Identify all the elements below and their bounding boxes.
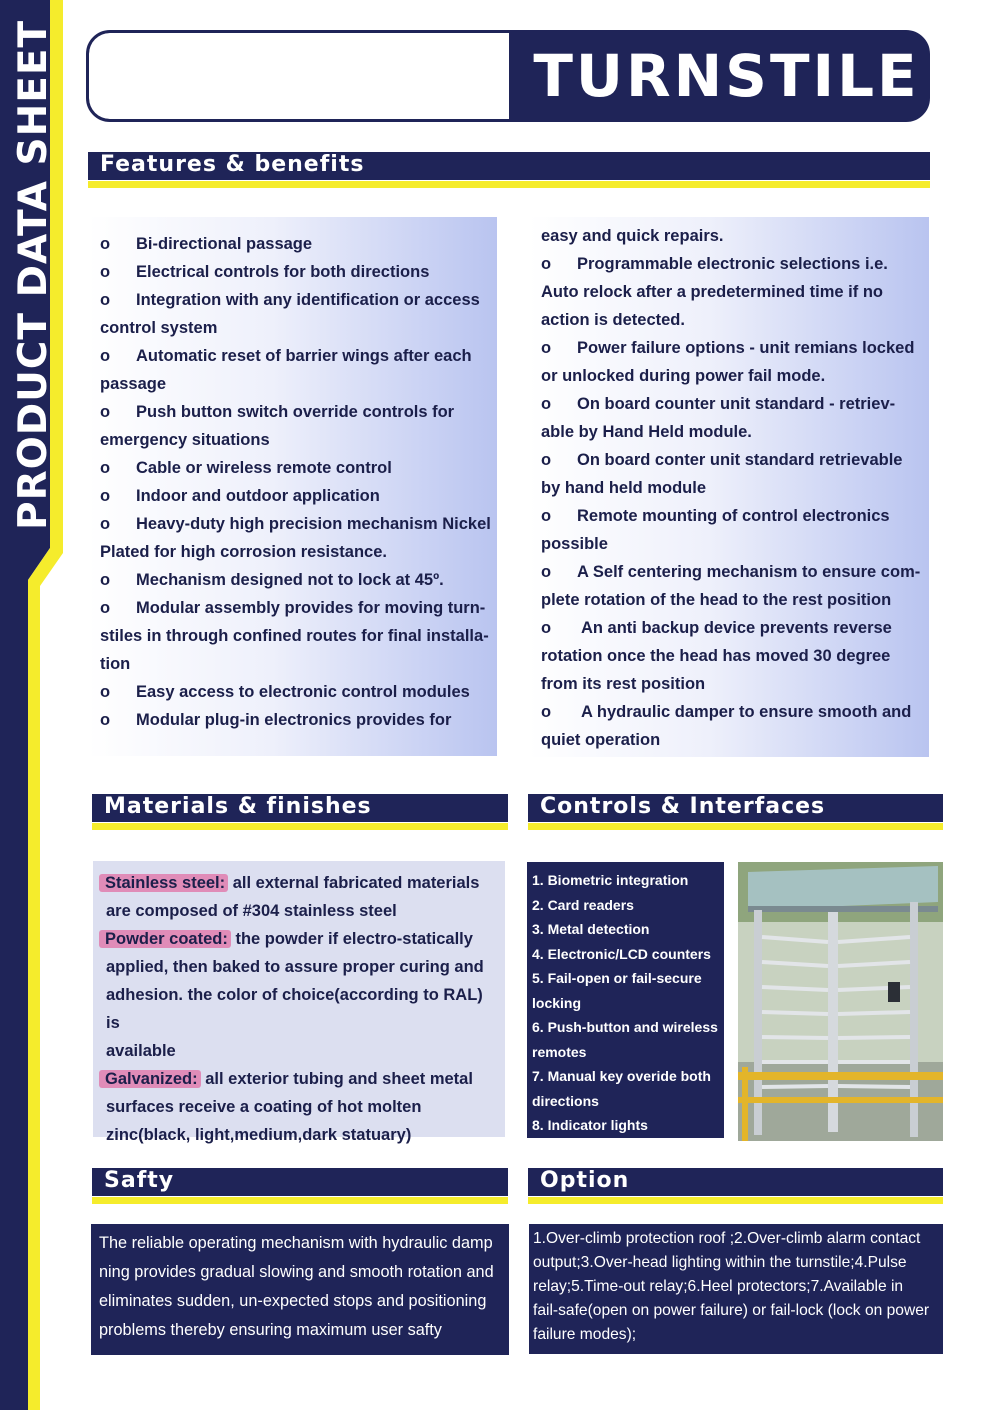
bullet-marker: o [100, 235, 111, 253]
option-text-line: 1.Over-climb protection roof ;2.Over-climb alarm contact [533, 1230, 921, 1247]
control-list-line: 4. Electronic/LCD counters [532, 945, 711, 962]
bullet-marker: o [541, 619, 552, 637]
bullet-marker: o [541, 395, 552, 413]
feature-text: Mechanism designed not to lock at 45º. [136, 571, 444, 589]
materials-heading: Materials & finishes [104, 794, 372, 819]
control-list-line: directions [532, 1092, 599, 1109]
bullet-marker: o [100, 515, 111, 533]
control-list-line: 5. Fail-open or fail-secure [532, 970, 702, 986]
feature-text-continued: from its rest position [541, 675, 706, 693]
bullet-marker: o [541, 339, 552, 357]
safety-heading-bar [92, 1168, 508, 1206]
materials-panel [93, 861, 505, 1144]
feature-text: Heavy-duty high precision mechanism Nickel [136, 515, 491, 533]
feature-item [100, 678, 497, 706]
feature-text: On board counter unit standard - retriev- [577, 395, 896, 413]
feature-text: An anti backup device prevents reverse [577, 619, 892, 637]
heading-underline [92, 823, 508, 830]
material-label: Powder coated: [99, 930, 231, 948]
bullet-marker: o [100, 487, 111, 505]
heading-underline [88, 181, 930, 188]
bullet-marker: o [100, 291, 111, 309]
feature-item [100, 286, 497, 314]
feature-text-continued: by hand held module [541, 479, 707, 497]
feature-item [541, 250, 929, 278]
feature-item [100, 258, 497, 286]
option-text-line: output;3.Over-head lighting within the turnstile;4.Pulse [533, 1254, 907, 1271]
page-header [86, 30, 930, 122]
feature-text: Cable or wireless remote control [136, 459, 392, 477]
feature-text: Push button switch override controls for [136, 403, 455, 421]
feature-item [541, 502, 929, 530]
bullet-marker: o [100, 571, 111, 589]
feature-item [541, 390, 929, 418]
material-text-continued: available [106, 1042, 176, 1060]
control-list-line: remotes [532, 1043, 587, 1060]
feature-text: Indoor and outdoor application [136, 487, 380, 505]
feature-text-continued: emergency situations [100, 431, 270, 449]
feature-text-continued: passage [100, 375, 167, 393]
bullet-marker: o [541, 255, 552, 273]
feature-text-continued: possible [541, 535, 608, 553]
bullet-marker: o [541, 507, 552, 525]
feature-text: Integration with any identification or access [136, 291, 480, 309]
feature-text-continued: stiles in through confined routes for final installa- [100, 627, 489, 645]
feature-text-continued: Auto relock after a predetermined time if no [541, 283, 883, 301]
bullet-marker: o [100, 683, 111, 701]
control-list-line: locking [532, 994, 582, 1011]
option-text-line: relay;5.Time-out relay;6.Heel protectors;7.Available in [533, 1278, 904, 1295]
controls-heading: Controls & Interfaces [540, 794, 826, 819]
option-heading: Option [540, 1168, 630, 1193]
safety-text-line: The reliable operating mechanism with hydraulic damp [99, 1234, 493, 1252]
feature-text-continued: rotation once the head has moved 30 degree [541, 647, 891, 665]
control-list-line: 6. Push-button and wireless [532, 1019, 718, 1035]
material-item [99, 869, 497, 897]
material-item [99, 1065, 497, 1093]
materials-heading-bar [92, 794, 508, 832]
option-text-line: fail-safe(open on power failure) or fail-lock (lock on power [533, 1302, 930, 1319]
bullet-marker: o [100, 599, 111, 617]
features-right-panel [529, 217, 929, 757]
control-list-line: 3. Metal detection [532, 921, 650, 937]
features-heading-bar [88, 152, 930, 190]
feature-item [100, 230, 497, 258]
bullet-marker: o [100, 347, 111, 365]
feature-text: Easy access to electronic control modules [136, 683, 470, 701]
feature-text: On board conter unit standard retrievable [577, 451, 903, 469]
header-blank-area [89, 33, 509, 119]
feature-text-continued: plete rotation of the head to the rest position [541, 591, 892, 609]
bullet-marker: o [541, 451, 552, 469]
heading-underline [528, 1197, 943, 1204]
feature-text: A hydraulic damper to ensure smooth and [577, 703, 912, 721]
material-text-continued: surfaces receive a coating of hot molten [106, 1098, 422, 1116]
turnstile-photo [738, 862, 943, 1141]
material-label: Galvanized: [99, 1070, 201, 1088]
feature-text: A Self centering mechanism to ensure com- [577, 563, 921, 581]
feature-text-continued: Plated for high corrosion resistance. [100, 543, 387, 561]
page-title: TURNSTILE [533, 42, 920, 110]
material-text: the powder if electro-statically [230, 930, 473, 948]
feature-text: Programmable electronic selections i.e. [577, 255, 888, 273]
feature-text-continued: action is detected. [541, 311, 685, 329]
safety-text-line: ning provides gradual slowing and smooth rotation and [99, 1263, 494, 1281]
control-list-line: 2. Card readers [532, 896, 634, 913]
feature-text: Modular assembly provides for moving turn- [136, 599, 486, 617]
control-list-line: 7. Manual key overide both [532, 1068, 711, 1084]
material-item [99, 925, 497, 953]
material-text-continued: are composed of #304 stainless steel [106, 902, 397, 920]
option-heading-bar [528, 1168, 943, 1206]
sidebar-band [0, 0, 72, 1410]
feature-text: Modular plug-in electronics provides for [136, 711, 452, 729]
feature-text: Remote mounting of control electronics [577, 507, 890, 525]
material-text-continued: applied, then baked to assure proper curing and [106, 958, 484, 976]
bullet-marker: o [100, 263, 111, 281]
feature-item [100, 510, 497, 538]
feature-item [541, 334, 929, 362]
sidebar-title: PRODUCT DATA SHEET [11, 19, 56, 530]
option-text-box [529, 1224, 943, 1354]
feature-text: Electrical controls for both directions [136, 263, 430, 281]
material-text: all external fabricated materials [228, 874, 480, 892]
feature-item [100, 398, 497, 426]
feature-item [100, 454, 497, 482]
feature-text: Power failure options - unit remians locked [577, 339, 915, 357]
material-label: Stainless steel: [99, 874, 228, 892]
safety-text-line: eliminates sudden, un-expected stops and positioning [99, 1292, 487, 1310]
feature-text: Automatic reset of barrier wings after each [136, 347, 472, 365]
option-text-line: failure modes); [533, 1326, 637, 1343]
controls-list [527, 862, 724, 1138]
safety-heading: Safty [104, 1168, 175, 1193]
material-text: all exterior tubing and sheet metal [200, 1070, 473, 1088]
safety-text-box [91, 1224, 509, 1355]
heading-underline [528, 823, 943, 830]
material-text-continued: adhesion. the color of choice(according to RAL) is [106, 986, 483, 1032]
feature-item [100, 706, 497, 734]
feature-text-continued: tion [100, 655, 131, 673]
material-text-continued: zinc(black, light,medium,dark statuary) [106, 1126, 412, 1144]
heading-underline [92, 1197, 508, 1204]
feature-text-continued: or unlocked during power fail mode. [541, 367, 826, 385]
feature-text: Bi-directional passage [136, 235, 313, 253]
feature-text-continued: quiet operation [541, 731, 661, 749]
bullet-marker: o [100, 403, 111, 421]
controls-heading-bar [528, 794, 943, 832]
feature-text-continued: easy and quick repairs. [541, 227, 724, 245]
feature-text-continued: able by Hand Held module. [541, 423, 752, 441]
bullet-marker: o [100, 459, 111, 477]
feature-item [541, 614, 929, 642]
bullet-marker: o [541, 563, 552, 581]
feature-item [100, 342, 497, 370]
feature-item [541, 558, 929, 586]
safety-text-line: problems thereby ensuring maximum user safty [99, 1321, 442, 1339]
feature-item [100, 566, 497, 594]
feature-item [541, 446, 929, 474]
features-heading: Features & benefits [100, 152, 365, 177]
feature-item [100, 482, 497, 510]
feature-text-continued: control system [100, 319, 218, 337]
feature-item [100, 594, 497, 622]
features-left-panel [88, 217, 497, 756]
bullet-marker: o [100, 711, 111, 729]
control-list-line: 1. Biometric integration [532, 872, 689, 888]
control-list-line: 8. Indicator lights [532, 1117, 648, 1133]
feature-item [541, 698, 929, 726]
bullet-marker: o [541, 703, 552, 721]
